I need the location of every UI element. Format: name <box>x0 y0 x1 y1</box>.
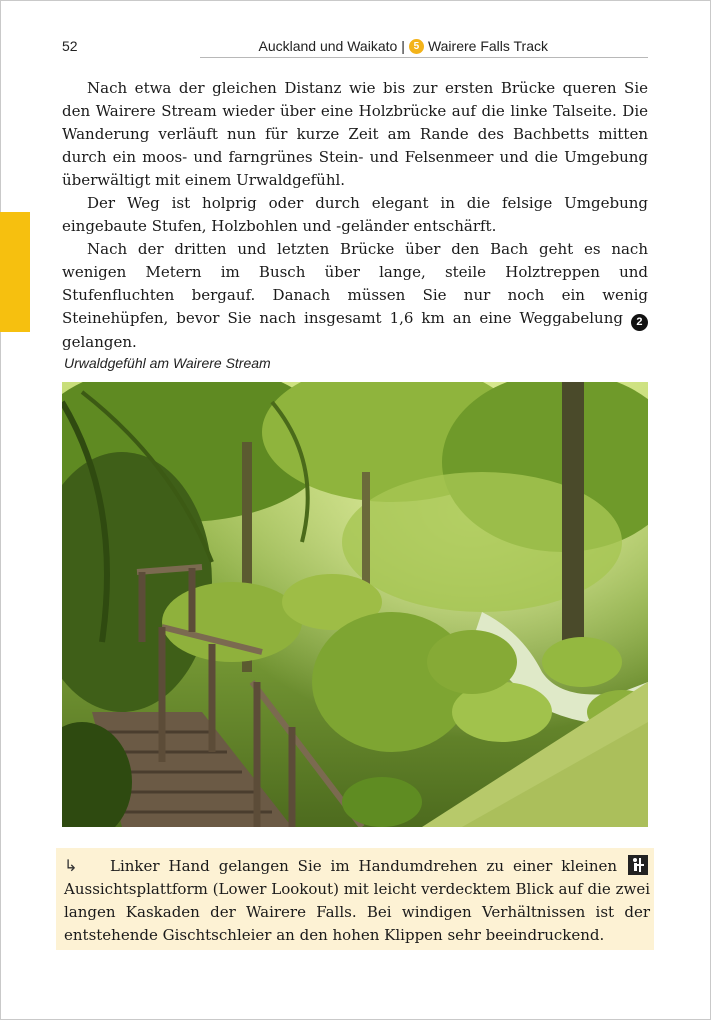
tip-text <box>64 854 650 947</box>
paragraph-1: Nach etwa der gleichen Distanz wie bis zur ersten Brücke queren Sie den Wairere Stream wieder über eine Holzbrücke auf die linke Talseite. Die Wanderung verläuft nun für kurze Zeit am Rande des Bachbetts mitten durch ein moos- und farngrünes Stein- und Felsenmeer und die Umgebung überwältigt mit einem Urwaldgefühl. <box>62 79 648 189</box>
route-number-badge: 5 <box>409 39 424 54</box>
header-rule <box>200 57 648 58</box>
running-header <box>62 36 648 58</box>
chapter-thumb-tab <box>0 212 30 332</box>
header-separator: | <box>401 38 405 54</box>
paragraph-2: Der Weg ist holprig oder durch elegant in die felsige Umgebung eingebaute Stufen, Holzbohlen und -geländer entschärft. <box>62 194 648 235</box>
tip-arrow-icon: ↳ <box>64 856 78 875</box>
body-text <box>62 77 648 354</box>
rainforest-photo <box>62 382 648 827</box>
paragraph-3-end: gelangen. <box>62 333 137 351</box>
rainforest-illustration <box>62 382 648 827</box>
figure-caption: Urwaldgefühl am Wairere Stream <box>64 355 271 371</box>
tip-text-start: Linker Hand gelangen Sie im Handumdrehen zu einer kleinen <box>110 857 618 875</box>
route-name: Wairere Falls Track <box>427 38 548 54</box>
page-number: 52 <box>62 38 78 54</box>
region-name: Auckland und Waikato <box>258 38 398 54</box>
waypoint-2-marker: 2 <box>631 314 648 331</box>
paragraph-3 <box>62 238 648 354</box>
running-title <box>259 38 549 54</box>
paragraph-3-text: Nach der dritten und letzten Brücke über den Bach geht es nach wenigen Metern im Busch über lange, steile Holztreppen und Stufenfluchten bergauf. Danach müssen Sie nur noch ein wenig Steinehüpfen, bevor Sie nach insgesamt 1,6 km an eine Weggabelung <box>62 240 648 327</box>
tip-text-end: Aussichtsplattform (Lower Lookout) mit leicht verdecktem Blick auf die zwei langen Kaskaden der Wairere Falls. Bei windigen Verhältnissen ist der entstehende Gischtschleier an den hohen Klippen sehr beeindruckend. <box>64 880 650 944</box>
tip-box <box>56 848 654 950</box>
lookout-icon <box>628 855 648 875</box>
